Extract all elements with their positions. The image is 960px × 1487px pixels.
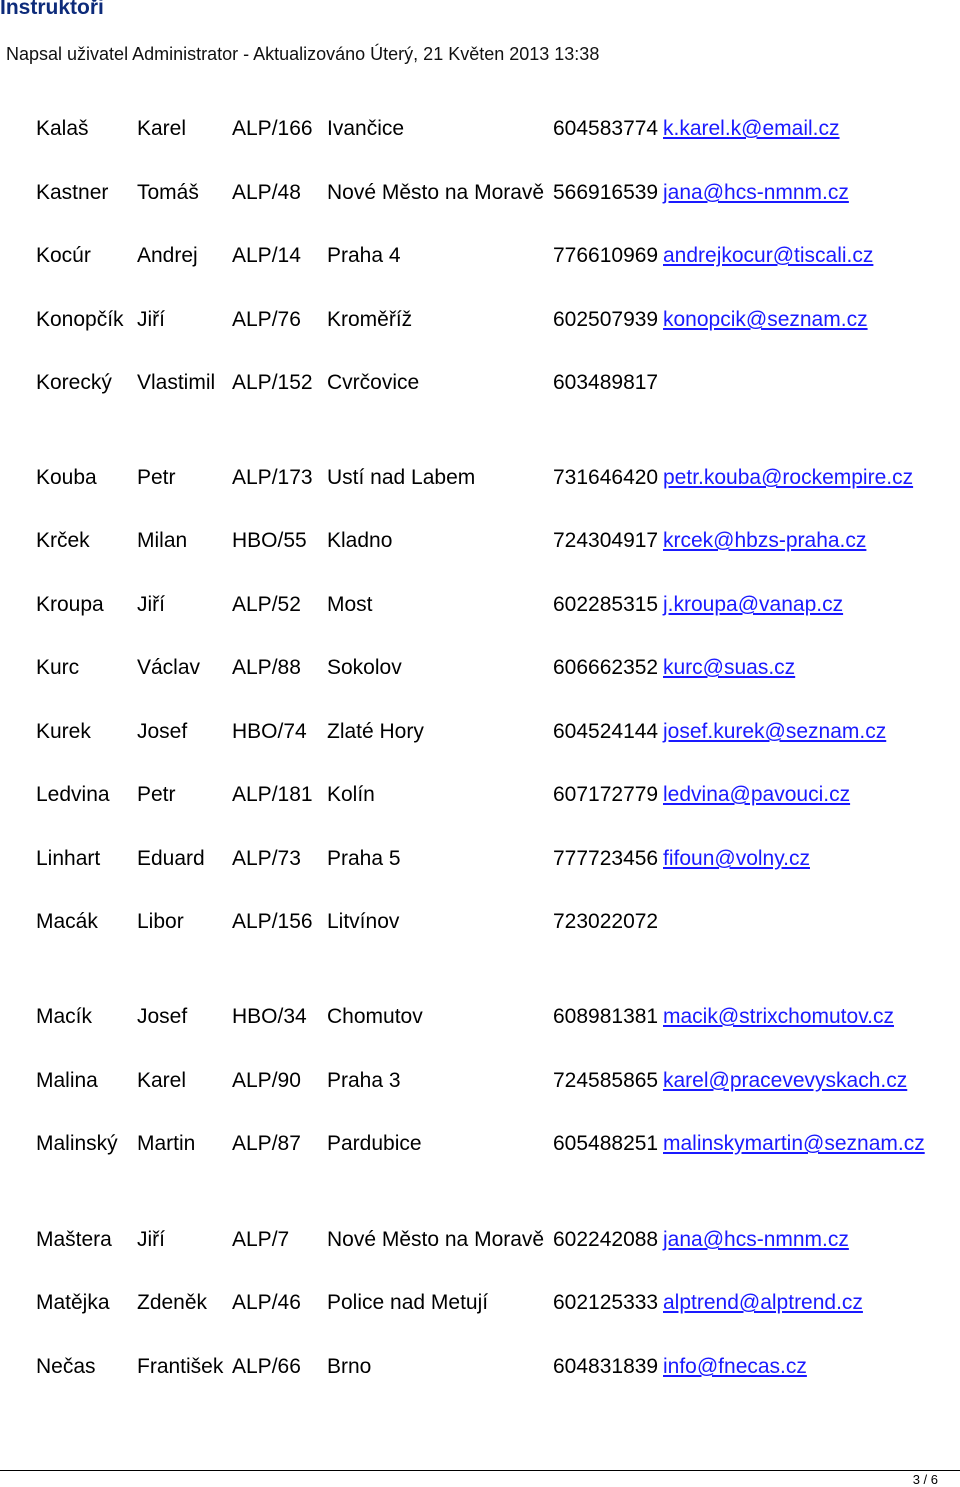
city-cell: Police nad Metují — [327, 1291, 489, 1314]
email-link[interactable]: macik@strixchomutov.cz — [663, 1005, 894, 1028]
qualification-cell: ALP/156 — [232, 910, 313, 933]
phone-cell: 777723456 — [553, 847, 659, 870]
first-name-cell: Josef — [137, 1005, 188, 1028]
qualification-cell: ALP/52 — [232, 593, 301, 616]
qualification-cell: ALP/76 — [232, 308, 301, 331]
phone-cell: 602125333 — [553, 1291, 659, 1314]
first-name-cell: Karel — [137, 1069, 187, 1092]
email-link[interactable]: karel@pracevevyskach.cz — [663, 1069, 908, 1092]
first-name-cell: Tomáš — [137, 181, 199, 204]
qualification-cell: ALP/66 — [232, 1355, 301, 1378]
table-row — [0, 308, 960, 338]
first-name-cell: Jiří — [137, 593, 165, 616]
city-cell: Ustí nad Labem — [327, 466, 476, 489]
first-name-cell: Petr — [137, 783, 176, 806]
city-cell: Nové Město na Moravě — [327, 1228, 545, 1251]
qualification-cell: ALP/166 — [232, 117, 313, 140]
city-cell: Kolín — [327, 783, 375, 806]
first-name-cell: Andrej — [137, 244, 198, 267]
email-link[interactable]: krcek@hbzs-praha.cz — [663, 529, 867, 552]
surname-cell: Kurc — [36, 656, 80, 679]
table-row — [0, 1069, 960, 1099]
table-row — [0, 910, 960, 940]
qualification-cell: ALP/46 — [232, 1291, 301, 1314]
city-cell: Litvínov — [327, 910, 400, 933]
qualification-cell: ALP/73 — [232, 847, 301, 870]
surname-cell: Nečas — [36, 1355, 96, 1378]
first-name-cell: Libor — [137, 910, 184, 933]
surname-cell: Kastner — [36, 181, 109, 204]
table-row — [0, 181, 960, 211]
qualification-cell: ALP/7 — [232, 1228, 290, 1251]
email-link[interactable]: josef.kurek@seznam.cz — [663, 720, 887, 743]
phone-cell: 602242088 — [553, 1228, 659, 1251]
city-cell: Zlaté Hory — [327, 720, 424, 743]
email-link[interactable]: malinskymartin@seznam.cz — [663, 1132, 925, 1155]
first-name-cell: Karel — [137, 117, 187, 140]
city-cell: Most — [327, 593, 373, 616]
surname-cell: Kalaš — [36, 117, 89, 140]
first-name-cell: Petr — [137, 466, 176, 489]
phone-cell: 604524144 — [553, 720, 659, 743]
table-row — [0, 720, 960, 750]
surname-cell: Linhart — [36, 847, 101, 870]
qualification-cell: ALP/14 — [232, 244, 301, 267]
surname-cell: Kurek — [36, 720, 91, 743]
city-cell: Praha 4 — [327, 244, 401, 267]
qualification-cell: ALP/152 — [232, 371, 313, 394]
qualification-cell: HBO/55 — [232, 529, 307, 552]
phone-cell: 607172779 — [553, 783, 659, 806]
first-name-cell: Josef — [137, 720, 188, 743]
city-cell: Kladno — [327, 529, 393, 552]
first-name-cell: Milan — [137, 529, 188, 552]
surname-cell: Ledvina — [36, 783, 110, 806]
page-title: Instruktoři — [0, 0, 104, 19]
qualification-cell: ALP/48 — [232, 181, 301, 204]
surname-cell: Macík — [36, 1005, 93, 1028]
phone-cell: 731646420 — [553, 466, 659, 489]
surname-cell: Konopčík — [36, 308, 124, 331]
phone-cell: 605488251 — [553, 1132, 659, 1155]
table-row — [0, 1132, 960, 1162]
surname-cell: Korecký — [36, 371, 112, 394]
city-cell: Brno — [327, 1355, 372, 1378]
surname-cell: Kroupa — [36, 593, 104, 616]
phone-cell: 606662352 — [553, 656, 659, 679]
first-name-cell: Zdeněk — [137, 1291, 208, 1314]
phone-cell: 723022072 — [553, 910, 659, 933]
qualification-cell: ALP/173 — [232, 466, 313, 489]
table-row — [0, 783, 960, 813]
qualification-cell: ALP/87 — [232, 1132, 301, 1155]
phone-cell: 604583774 — [553, 117, 659, 140]
table-row — [0, 656, 960, 686]
table-row — [0, 371, 960, 401]
qualification-cell: ALP/181 — [232, 783, 313, 806]
table-row — [0, 466, 960, 496]
article-meta: Napsal uživatel Administrator - Aktualizováno Úterý, 21 Květen 2013 13:38 — [6, 44, 600, 64]
email-link[interactable]: petr.kouba@rockempire.cz — [663, 466, 914, 489]
surname-cell: Krček — [36, 529, 90, 552]
email-link[interactable]: fifoun@volny.cz — [663, 847, 810, 870]
surname-cell: Matějka — [36, 1291, 110, 1314]
table-row — [0, 1005, 960, 1035]
surname-cell: Maštera — [36, 1228, 112, 1251]
first-name-cell: František — [137, 1355, 224, 1378]
email-link[interactable]: j.kroupa@vanap.cz — [663, 593, 844, 616]
phone-cell: 602507939 — [553, 308, 659, 331]
email-link[interactable]: jana@hcs-nmnm.cz — [663, 181, 849, 204]
city-cell: Ivančice — [327, 117, 405, 140]
first-name-cell: Eduard — [137, 847, 205, 870]
first-name-cell: Jiří — [137, 1228, 165, 1251]
first-name-cell: Jiří — [137, 308, 165, 331]
city-cell: Kroměříž — [327, 308, 413, 331]
city-cell: Sokolov — [327, 656, 402, 679]
table-row — [0, 593, 960, 623]
email-link[interactable]: ledvina@pavouci.cz — [663, 783, 851, 806]
email-link[interactable]: kurc@suas.cz — [663, 656, 796, 679]
first-name-cell: Václav — [137, 656, 201, 679]
table-row — [0, 847, 960, 877]
surname-cell: Kocúr — [36, 244, 91, 267]
email-link[interactable]: jana@hcs-nmnm.cz — [663, 1228, 849, 1251]
city-cell: Pardubice — [327, 1132, 422, 1155]
phone-cell: 724585865 — [553, 1069, 659, 1092]
phone-cell: 724304917 — [553, 529, 659, 552]
surname-cell: Malina — [36, 1069, 98, 1092]
phone-cell: 608981381 — [553, 1005, 659, 1028]
table-row — [0, 117, 960, 147]
footer-divider — [0, 1470, 960, 1471]
phone-cell: 603489817 — [553, 371, 659, 394]
surname-cell: Malinský — [36, 1132, 118, 1155]
phone-cell: 566916539 — [553, 181, 659, 204]
city-cell: Nové Město na Moravě — [327, 181, 545, 204]
qualification-cell: ALP/90 — [232, 1069, 301, 1092]
surname-cell: Kouba — [36, 466, 97, 489]
surname-cell: Macák — [36, 910, 98, 933]
phone-cell: 776610969 — [553, 244, 659, 267]
email-link[interactable]: konopcik@seznam.cz — [663, 308, 868, 331]
table-row — [0, 1228, 960, 1258]
city-cell: Chomutov — [327, 1005, 423, 1028]
table-row — [0, 1291, 960, 1321]
phone-cell: 604831839 — [553, 1355, 659, 1378]
email-link[interactable]: info@fnecas.cz — [663, 1355, 807, 1378]
city-cell: Praha 5 — [327, 847, 401, 870]
email-link[interactable]: alptrend@alptrend.cz — [663, 1291, 863, 1314]
page-number: 3 / 6 — [912, 1472, 938, 1487]
qualification-cell: ALP/88 — [232, 656, 301, 679]
city-cell: Cvrčovice — [327, 371, 420, 394]
first-name-cell: Martin — [137, 1132, 196, 1155]
email-link[interactable]: k.karel.k@email.cz — [663, 117, 840, 140]
email-link[interactable]: andrejkocur@tiscali.cz — [663, 244, 874, 267]
first-name-cell: Vlastimil — [137, 371, 216, 394]
qualification-cell: HBO/74 — [232, 720, 307, 743]
table-row — [0, 244, 960, 274]
qualification-cell: HBO/34 — [232, 1005, 307, 1028]
phone-cell: 602285315 — [553, 593, 659, 616]
table-row — [0, 529, 960, 559]
table-row — [0, 1355, 960, 1385]
city-cell: Praha 3 — [327, 1069, 401, 1092]
